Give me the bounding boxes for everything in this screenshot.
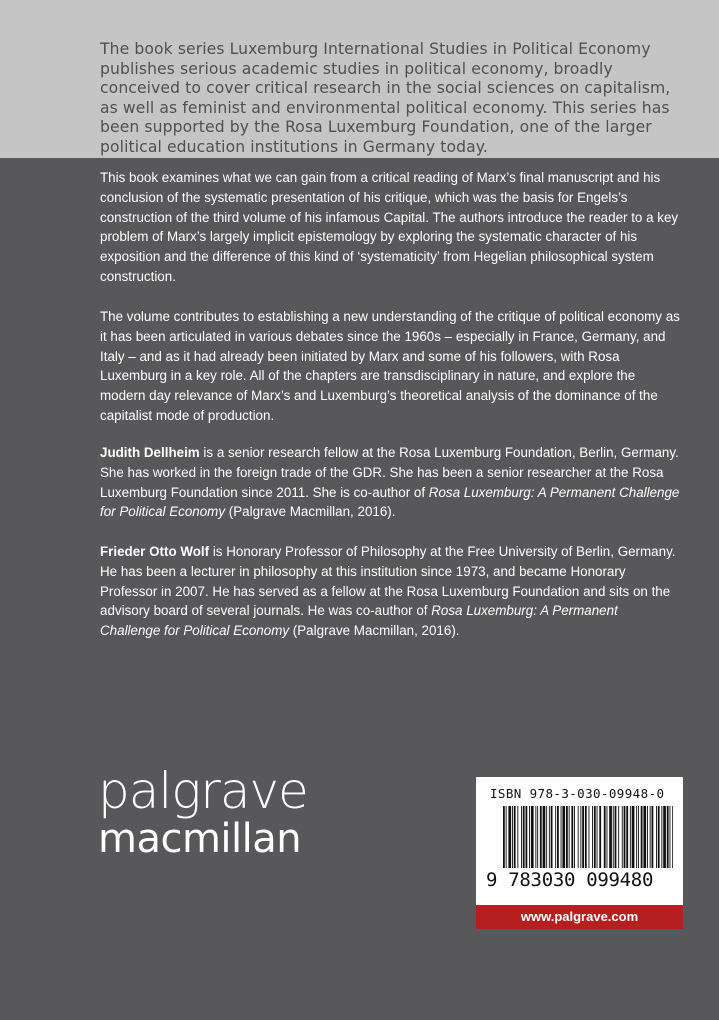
- publisher-logo-line-2: macmillan: [98, 816, 302, 862]
- book-title: Rosa Luxemburg: A Permanent Challenge for Political Economy: [100, 484, 680, 520]
- isbn-digits: 9 783030 099480: [486, 869, 654, 891]
- isbn-label: ISBN 978-3-030-09948-0: [490, 786, 665, 801]
- author-bio-text: is a senior research fellow at the Rosa Luxemburg Foundation, Berlin, Germany. She has worked in the foreign trade of the GDR. She has been a senior researcher at the Rosa Luxemburg Foundation since 2011. She is co-author of: [100, 445, 679, 500]
- website-link[interactable]: www.palgrave.com: [476, 905, 683, 929]
- description-paragraph-1: This book examines what we can gain from a critical reading of Marx’s final manuscript and his conclusion of the systematic presentation of his critique, which was the basis for Engels’s construction of the third volume of his infamous Capital. The authors introduce the reader to a key problem of Marx’s largely implicit epistemology by exploring the systematic character of his exposition and the difference of this kind of ‘systematicity’ from Hegelian philosophical system construction.: [100, 170, 679, 284]
- publisher-logo-line-1: palgrave: [98, 762, 308, 820]
- series-blurb: The book series Luxemburg International Studies in Political Economy publishes serious academic studies in political economy, broadly conceived to cover critical research in the social sciences on capitalism, as well as feminist and environmental political economy. This series has been supported by the Rosa Luxemburg Foundation, one of the larger political education institutions in Germany today.: [100, 40, 671, 156]
- author-name: Judith Dellheim: [100, 445, 200, 460]
- author-bio-text: (Palgrave Macmillan, 2016).: [225, 504, 396, 520]
- author-bio-2: [100, 542, 680, 641]
- barcode-icon: [503, 806, 673, 868]
- book-title: Rosa Luxemburg: A Permanent Challenge for Political Economy: [100, 603, 618, 639]
- author-bio-text: is Honorary Professor of Philosophy at the Free University of Berlin, Germany. He has been a lecturer in philosophy at this institution since 1973, and became Honorary Professor in 2007. He has served as a fellow at the Rosa Luxemburg Foundation and sits on the advisory board of several journals. He was co-author of: [100, 544, 676, 619]
- author-bio-1: [100, 443, 680, 522]
- description-paragraph-2: The volume contributes to establishing a new understanding of the critique of political economy as it has been articulated in various debates since the 1960s – especially in France, Germany, and Italy – and as it had already been initiated by Marx and some of his followers, with Rosa Luxemburg in a key role. All of the chapters are transdisciplinary in nature, and explore the modern day relevance of Marx’s and Luxemburg’s theoretical analysis of the dominance of the capitalist mode of production.: [100, 309, 680, 423]
- author-name: Frieder Otto Wolf: [100, 544, 210, 559]
- publisher-logo: [98, 762, 308, 862]
- author-bio-text: (Palgrave Macmillan, 2016).: [289, 623, 460, 639]
